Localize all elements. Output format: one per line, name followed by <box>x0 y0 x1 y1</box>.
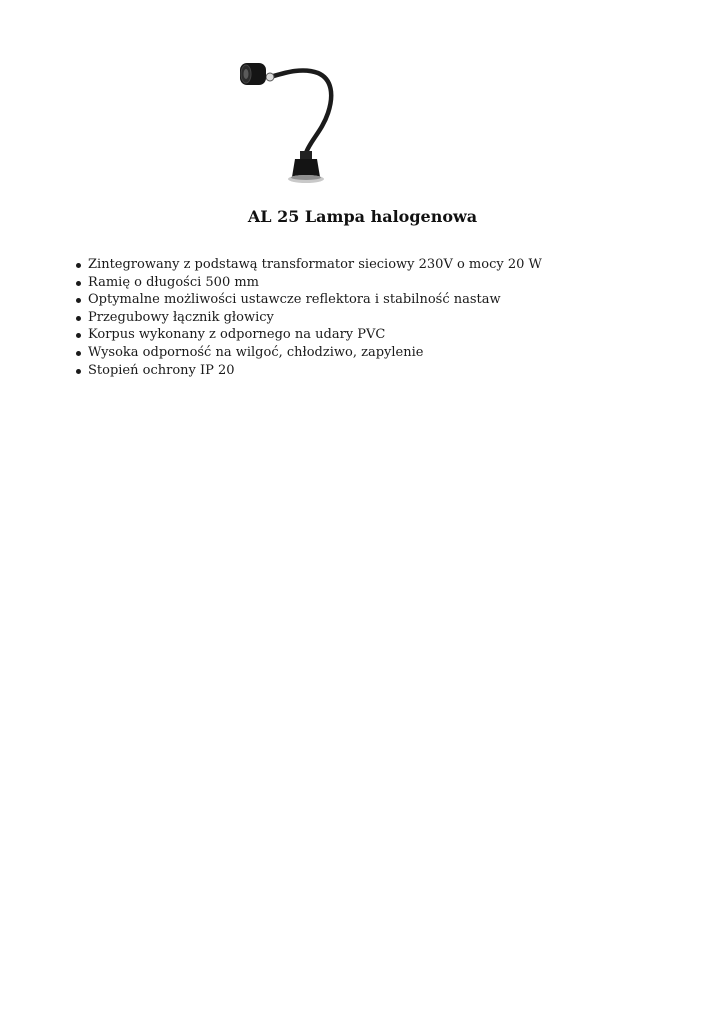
bullet-icon <box>76 281 81 286</box>
list-item <box>88 344 542 362</box>
bullet-icon <box>76 316 81 321</box>
feature-list <box>88 256 542 379</box>
list-item-text: Korpus wykonany z odpornego na udary PVC <box>88 327 386 343</box>
bullet-icon <box>76 333 81 338</box>
list-item <box>88 326 542 344</box>
list-item <box>88 291 542 309</box>
bullet-icon <box>76 351 81 356</box>
lamp-product-image <box>232 55 342 187</box>
list-item-text: Optymalne możliwości ustawcze reflektora i stabilność nastaw <box>88 292 501 308</box>
list-item-text: Przegubowy łącznik głowicy <box>88 309 274 325</box>
list-item-text: Ramię o długości 500 mm <box>88 274 260 290</box>
list-item-text: Wysoka odporność na wilgoć, chłodziwo, zapylenie <box>88 344 424 360</box>
list-item-text: Zintegrowany z podstawą transformator sieciowy 230V o mocy 20 W <box>88 257 542 272</box>
list-item <box>88 256 542 274</box>
bullet-icon <box>76 369 81 374</box>
list-item <box>88 274 542 292</box>
bullet-icon <box>76 263 81 268</box>
list-item <box>88 309 542 327</box>
bullet-icon <box>76 298 81 303</box>
list-item <box>88 362 542 380</box>
product-title: AL 25 Lampa halogenowa <box>247 207 478 226</box>
list-item-text: Stopień ochrony IP 20 <box>88 362 235 378</box>
